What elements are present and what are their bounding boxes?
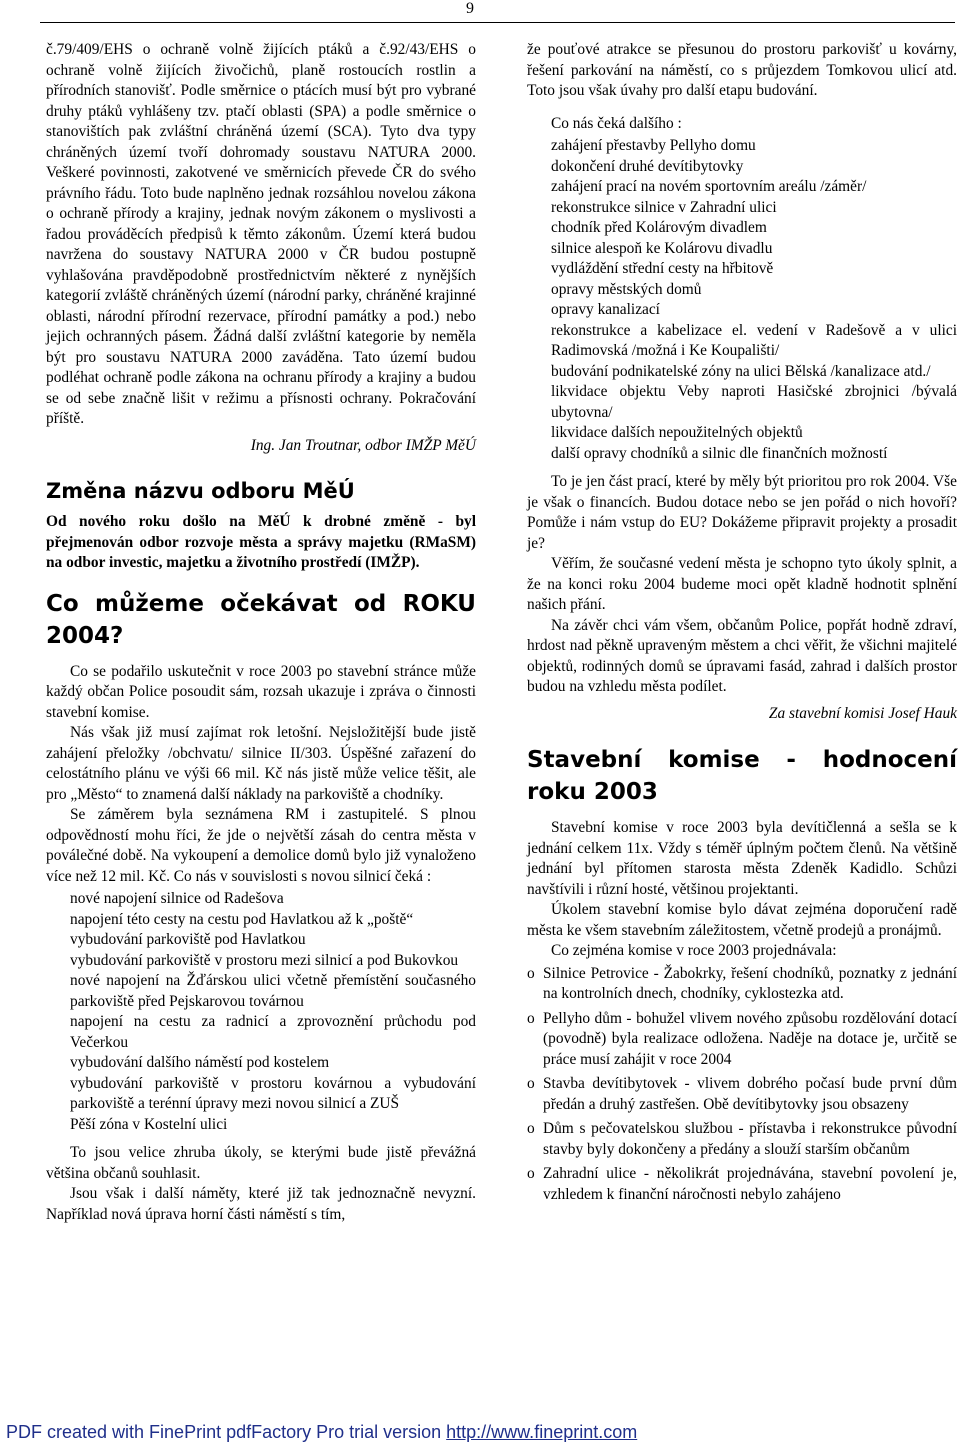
list-item-text: Dům s pečovatelskou službou - přístavba i rekonstrukce původní stavby byly dokončeny a předány a slouží starším občanům: [543, 1120, 957, 1158]
bullet-marker: o: [527, 1075, 535, 1092]
paragraph: Věřím, že současné vedení města je schopno tyto úkoly splnit, a že na konci roku 2004 budeme moci opět kladně hodnotit splnění našich přání.: [527, 555, 957, 613]
list-item: chodník před Kolárovým divadlem: [551, 219, 767, 236]
list-item: Pěší zóna v Kostelní ulici: [70, 1115, 228, 1133]
paragraph: To jsou velice zhruba úkoly, se kterými bude jistě převážná většina občanů souhlasit.: [46, 1144, 476, 1182]
paragraph: Nás však již musí zajímat rok letošní. Nejsložitější bude jistě zahájení přeložky /obchvatu/ silnice II/303. Úspěšné zařazení do celostátního plánu ve výši 66 mil. Kč nás jistě může velice těšit, ale pro „Město“ to znamená další náklady na parkoviště a chodníky.: [46, 724, 476, 803]
list-item: další opravy chodníků a silnic dle finančních možností: [551, 444, 888, 462]
list-item: [527, 1119, 957, 1160]
list-item: nové napojení silnice od Radešova: [70, 890, 284, 907]
paragraph: Se záměrem byla seznámena RM i zastupitelé. S plnou odpovědností mohu říci, že jde o největší zásah do centra města v poválečné době. Na vykoupení a demolice domů bylo již vynaloženo více než 12 mil. Kč. Co nás v souvislosti s novou silnicí čeká :: [46, 806, 476, 885]
list-item: zahájení prací na novém sportovním areálu /záměr/: [551, 178, 867, 195]
list-item: vybudování parkoviště v prostoru mezi silnicí a pod Bukovkou: [70, 951, 459, 969]
expectations-intro: Co nás čeká dalšího :: [551, 114, 682, 132]
list-item-text: Zahradní ulice - několikrát projednávána, stavební povolení je, vzhledem k finanční náročnosti nebylo zahájeno: [543, 1165, 957, 1203]
list-item: [527, 964, 957, 1005]
list-item: vydláždění střední cesty na hřbitově: [551, 260, 774, 277]
list-item: vybudování dalšího náměstí pod kostelem: [70, 1054, 330, 1071]
bullet-marker: o: [527, 1165, 535, 1182]
paragraph: Co se podařilo uskutečnit v roce 2003 po stavební stránce může každý občan Police posoudit sám, rozsah ukazuje i zpráva o činnosti stavební komise.: [46, 662, 476, 721]
committee-signature: Za stavební komisi Josef Hauk: [768, 704, 957, 722]
list-item: napojení této cesty na cestu pod Havlatkou až k „poště“: [70, 910, 414, 928]
right-column: [527, 40, 957, 1209]
paragraph: Co zejména komise v roce 2003 projednávala:: [551, 942, 837, 959]
list-item-text: Pellyho dům - bohužel vlivem nového způsobu rozdělování dotací (povodně) byla realizace odložena. Naděje na dotace je, určitě se práce musí zahájit v roce 2004: [543, 1009, 957, 1068]
list-item: [527, 1164, 957, 1205]
list-item: napojení na cestu za radnicí a zprovoznění průchodu pod Večerkou: [70, 1013, 476, 1051]
heading-department-rename: Změna názvu odboru MěÚ: [46, 479, 355, 503]
list-item: likvidace objektu Veby naproti Hasičské zbrojnici /bývalá ubytovna/: [551, 383, 957, 421]
list-item: likvidace dalších nepoužitelných objektů: [551, 424, 803, 441]
paragraph: Jsou však i další náměty, které již tak jednoznačně nevyzní. Například nová úprava horní části náměstí s tím,: [46, 1185, 476, 1223]
list-item: vybudování parkoviště v prostoru kovárnou a vybudování parkoviště a terénní úpravy mezi novou silnicí a ZUŠ: [70, 1074, 476, 1112]
paragraph: že pouťové atrakce se přesunou do prostoru parkovišť u kovárny, řešení parkování na náměstí, co s průjezdem Tomkovou ulicí atd. Toto jsou však úvahy pro další etapu budování.: [527, 41, 957, 99]
list-item: dokončení druhé devítibytovky: [551, 157, 744, 175]
list-item-text: Silnice Petrovice - Žabokrky, řešení chodníků, poznatky z jednání na kontrolních dnech, chodníky, cyklostezka atd.: [543, 964, 957, 1002]
pdf-footer: [6, 1422, 637, 1443]
list-item: opravy kanalizací: [551, 301, 660, 318]
paragraph: To je jen část prací, které by měly být prioritou pro rok 2004. Vše je však o financích. Budou dotace nebo se jen pořád o nich hovoří? Pomůže i nám vstup do EU? Dokážeme připravit projekty a prosadit je?: [527, 473, 957, 552]
page-number: 9: [466, 0, 474, 17]
list-item: vybudování parkoviště pod Havlatkou: [70, 931, 306, 948]
heading-building-committee: Stavební komise - hodnocení roku 2003: [527, 747, 957, 805]
top-rule: [40, 22, 955, 23]
footer-text: PDF created with FinePrint pdfFactory Pro trial version: [6, 1422, 447, 1442]
list-item-text: Stavba devítibytovek - vlivem dobrého počasí bude první dům předán a druhý zastřešen. Obě devítibytovky jsou obsazeny: [543, 1075, 957, 1113]
paragraph: Na závěr chci vám všem, občanům Police, popřát hodně zdraví, hrdost nad pěkně upraveným městem a chci věřit, že všichni majitelé objektů, rodinných domů se úpravami fasád, zahrad i dalších prostor budou na vzhledu města podílet.: [527, 616, 957, 695]
footer-link[interactable]: http://www.fineprint.com: [446, 1422, 638, 1442]
committee-topics-list: [527, 964, 957, 1206]
list-item: [527, 1009, 957, 1071]
paragraph: Stavební komise v roce 2003 byla devítičlenná a sešla se k jednání celkem 11x. Vždy s téměř úplným počtem členů. Na většině jednání byl přítomen starosta města Zdeněk Kadidlo. Schůzi navštívili i různí hosté, většinou projektanti.: [527, 819, 957, 898]
left-column: [46, 40, 476, 1225]
list-item: budování podnikatelské zóny na ulici Bělská /kanalizace atd./: [551, 362, 931, 380]
bullet-marker: o: [527, 1120, 535, 1137]
list-item: zahájení přestavby Pellyho domu: [551, 137, 756, 154]
list-item: silnice alespoň ke Kolárovu divadlu: [551, 239, 773, 257]
upcoming-works-list: [527, 136, 957, 464]
paragraph: Úkolem stavební komise bylo dávat zejména doporučení radě města ke všem stavebním záležitostem, včetně prodejů a pronájmů.: [527, 901, 957, 939]
road-tasks-list: [46, 889, 476, 1135]
article-continuation: č.79/409/EHS o ochraně volně žijících ptáků a č.92/43/EHS o ochraně volně žijících živočichů, planě rostoucích rostlin a přírodních stanovišť. Podle směrnice o ptácích musí být pro vybrané druhy ptáků vyhlášeny tzv. ptačí oblasti (SPA) a podle směrnice o stanovištích pak zvláštní chráněná území (SCA). Tyto dva typy chráněných území tvoří dohromady soustavu NATURA 2000. Veškeré povinnosti, zakotvené ve směrnicích převede ČR do svého právního řádu. Toto bude naplněno jednak rozsáhlou novelou zákona o ochraně přírody a krajiny, jednak novým zákonem o myslivosti a řadou prováděcích předpisů k těmto zákonům. Území která budou navržena do soustavy NATURA 2000 v ČR budou postupně vyhlašována pravděpodobně prostřednictvím některé z nynějších kategorií zvláště chráněných území (národní parky, chráněné krajinné oblasti, národní přírodní rezervace, přírodní památky a pod.) nebo jejich ochranných pásem. Žádná další zvláštní kategorie by neměla být pro soustavu NATURA 2000 zaváděna. Tato území budou podléhat ochraně podle zákona na ochranu přírody a krajiny a budou se od sebe značně lišit v režimu a přísnosti ochrany. Pokračování příště.: [46, 41, 476, 427]
bullet-marker: o: [527, 964, 535, 982]
list-item: nové napojení na Žďárskou ulici včetně přemístění současného parkoviště před Pejskarovou továrnou: [70, 972, 476, 1010]
list-item: rekonstrukce silnice v Zahradní ulici: [551, 198, 777, 216]
list-item: rekonstrukce a kabelizace el. vedení v Radešově a v ulici Radimovská /možná i Ke Koupališti/: [551, 321, 957, 359]
author-signature: Ing. Jan Troutnar, odbor IMŽP MěÚ: [250, 436, 476, 454]
list-item: [527, 1074, 957, 1115]
department-rename-lead: Od nového roku došlo na MěÚ k drobné změně - byl přejmenován odbor rozvoje města a správy majetku (RMaSM) na odbor investic, majetku a životního prostředí (IMŽP).: [46, 513, 476, 571]
list-item: opravy městských domů: [551, 280, 702, 298]
bullet-marker: o: [527, 1009, 535, 1027]
heading-expectations-2004: Co můžeme očekávat od ROKU 2004?: [46, 590, 476, 649]
